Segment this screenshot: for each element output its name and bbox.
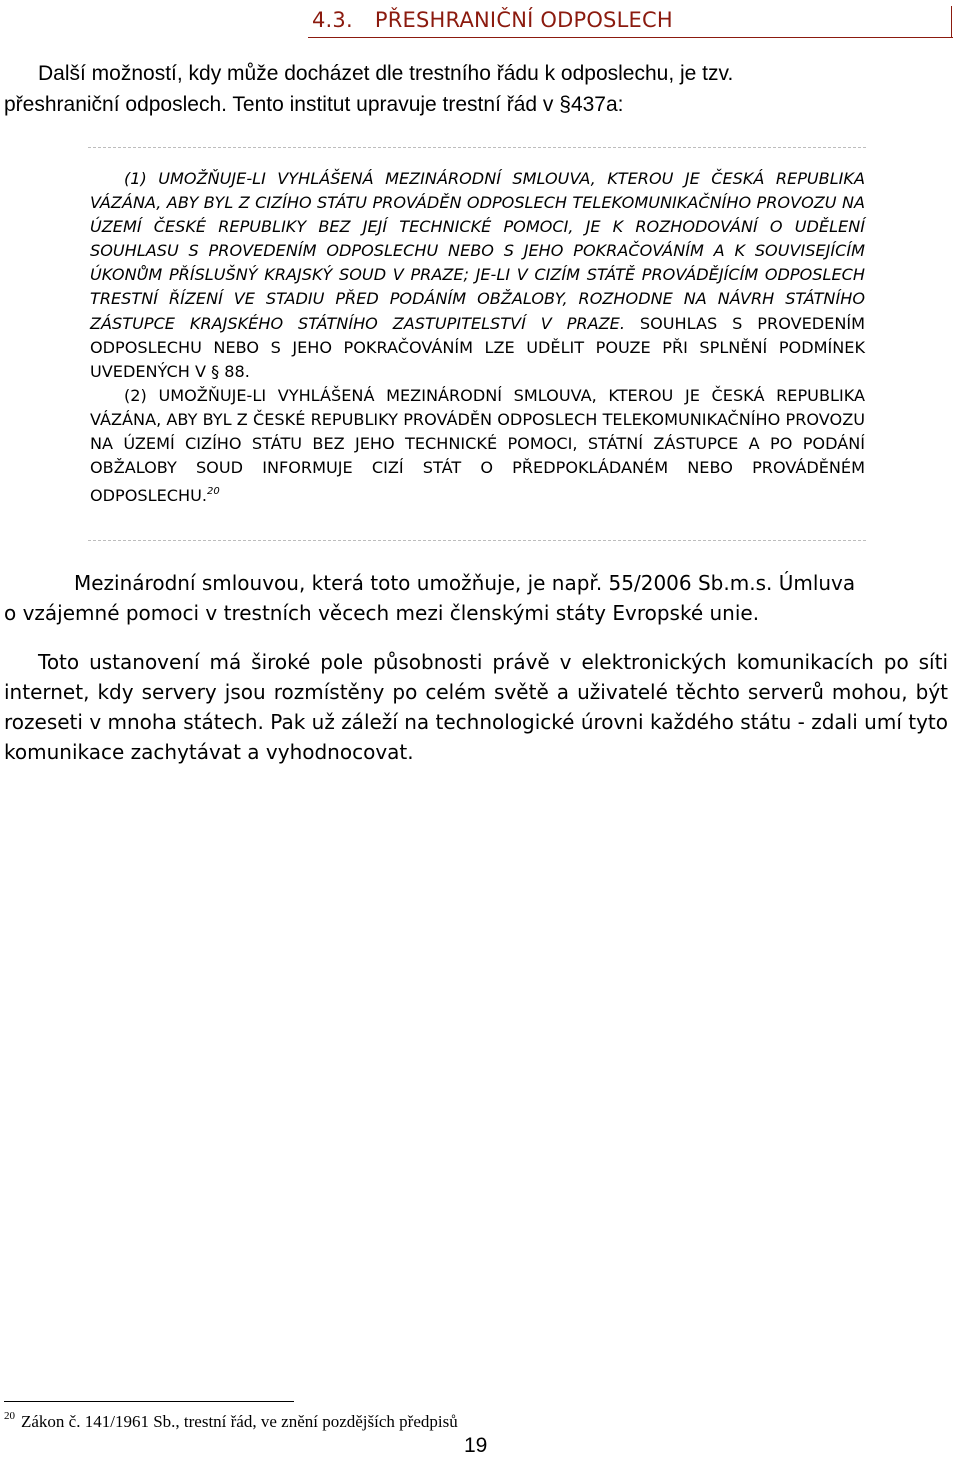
- footnote-separator: [4, 1401, 294, 1402]
- quote-paragraph-2-text: (2) UMOŽŇUJE-LI VYHLÁŠENÁ MEZINÁRODNÍ SMLOUVA, KTEROU JE ČESKÁ REPUBLIKA VÁZÁNA, ABY BYL Z ČESKÉ REPUBLIKY PROVÁDĚN ODPOSLECH TELEKOMUNIKAČNÍHO PROVOZU NA ÚZEMÍ CIZÍHO STÁTU BEZ JEHO TECHNICKÉ POMOCI, STÁTNÍ ZÁSTUPCE A PO PODÁNÍ OBŽALOBY SOUD INFORMUJE CIZÍ STÁT O PŘEDPOKLÁDANÉM NEBO PROVÁDĚNÉM ODPOSLECHU.: [90, 385, 865, 506]
- quote-bottom-rule: [88, 540, 866, 541]
- body-paragraph-1-line-1: Mezinárodní smlouvou, která toto umožňuje, je např. 55/2006 Sb.m.s. Úmluva: [74, 571, 856, 595]
- law-quote: [90, 167, 865, 508]
- section-number: 4.3.: [312, 8, 353, 32]
- intro-line-2: přeshraniční odposlech. Tento institut upravuje trestní řád v §437a:: [4, 93, 624, 116]
- heading-border-right: [951, 6, 952, 38]
- heading-underline: [308, 37, 953, 38]
- footnote-text: Zákon č. 141/1961 Sb., trestní řád, ve znění pozdějších předpisů: [21, 1412, 458, 1431]
- section-title-text: PŘESHRANIČNÍ ODPOSLECH: [374, 8, 673, 32]
- quote-paragraph-1: [90, 167, 865, 384]
- body-paragraph-2: [4, 647, 948, 767]
- section-heading: [0, 6, 960, 46]
- body-paragraph-2-text: Toto ustanovení má široké pole působnosti právě v elektronických komunikacích po síti internet, kdy servery jsou rozmístěny po celém světě a uživatelé těchto serverů mohou, být rozeseti v mnoha státech. Pak už záleží na technologické úrovni každého státu - zdali umí tyto komunikace zachytávat a vyhodnocovat.: [4, 650, 948, 764]
- section-title: [312, 8, 673, 32]
- footnote-number: 20: [4, 1410, 15, 1422]
- footnote: [4, 1410, 458, 1432]
- body-paragraph-1-line-2: o vzájemné pomoci v trestních věcech mezi členskými státy Evropské unie.: [4, 601, 760, 625]
- quote-paragraph-1-tail: SOUHLAS S PROVEDENÍM ODPOSLECHU NEBO S JEHO POKRAČOVÁNÍM LZE UDĚLIT POUZE PŘI SPLNĚNÍ PODMÍNEK UVEDENÝCH V § 88.: [90, 313, 865, 381]
- body-paragraph-1: [4, 568, 948, 628]
- intro-line-1: Další možností, kdy může docházet dle trestního řádu k odposlechu, je tzv.: [38, 62, 734, 85]
- quote-top-rule: [88, 147, 866, 148]
- intro-paragraph: [4, 58, 954, 120]
- quote-paragraph-2: [90, 384, 865, 508]
- footnote-reference[interactable]: 20: [207, 486, 220, 498]
- page-number: 19: [464, 1434, 488, 1457]
- quote-paragraph-1-text: (1) UMOŽŇUJE-LI VYHLÁŠENÁ MEZINÁRODNÍ SMLOUVA, KTEROU JE ČESKÁ REPUBLIKA VÁZÁNA, ABY BYL Z CIZÍHO STÁTU PROVÁDĚN ODPOSLECH TELEKOMUNIKAČNÍHO PROVOZU NA ÚZEMÍ ČESKÉ REPUBLIKY BEZ JEJÍ TECHNICKÉ POMOCI, JE K ROZHODOVÁNÍ O UDĚLENÍ SOUHLASU S PROVEDENÍM ODPOSLECHU NEBO S JEHO POKRAČOVÁNÍM A K SOUVISEJÍCÍM ÚKONŮM PŘÍSLUŠNÝ KRAJSKÝ SOUD V PRAZE; JE-LI V CIZÍM STÁTĚ PROVÁDĚJÍCÍM ODPOSLECH TRESTNÍ ŘÍZENÍ VE STADIU PŘED PODÁNÍM OBŽALOBY, ROZHODNE NA NÁVRH STÁTNÍHO ZÁSTUPCE KRAJSKÉHO STÁTNÍHO ZASTUPITELSTVÍ V PRAZE.: [90, 169, 865, 333]
